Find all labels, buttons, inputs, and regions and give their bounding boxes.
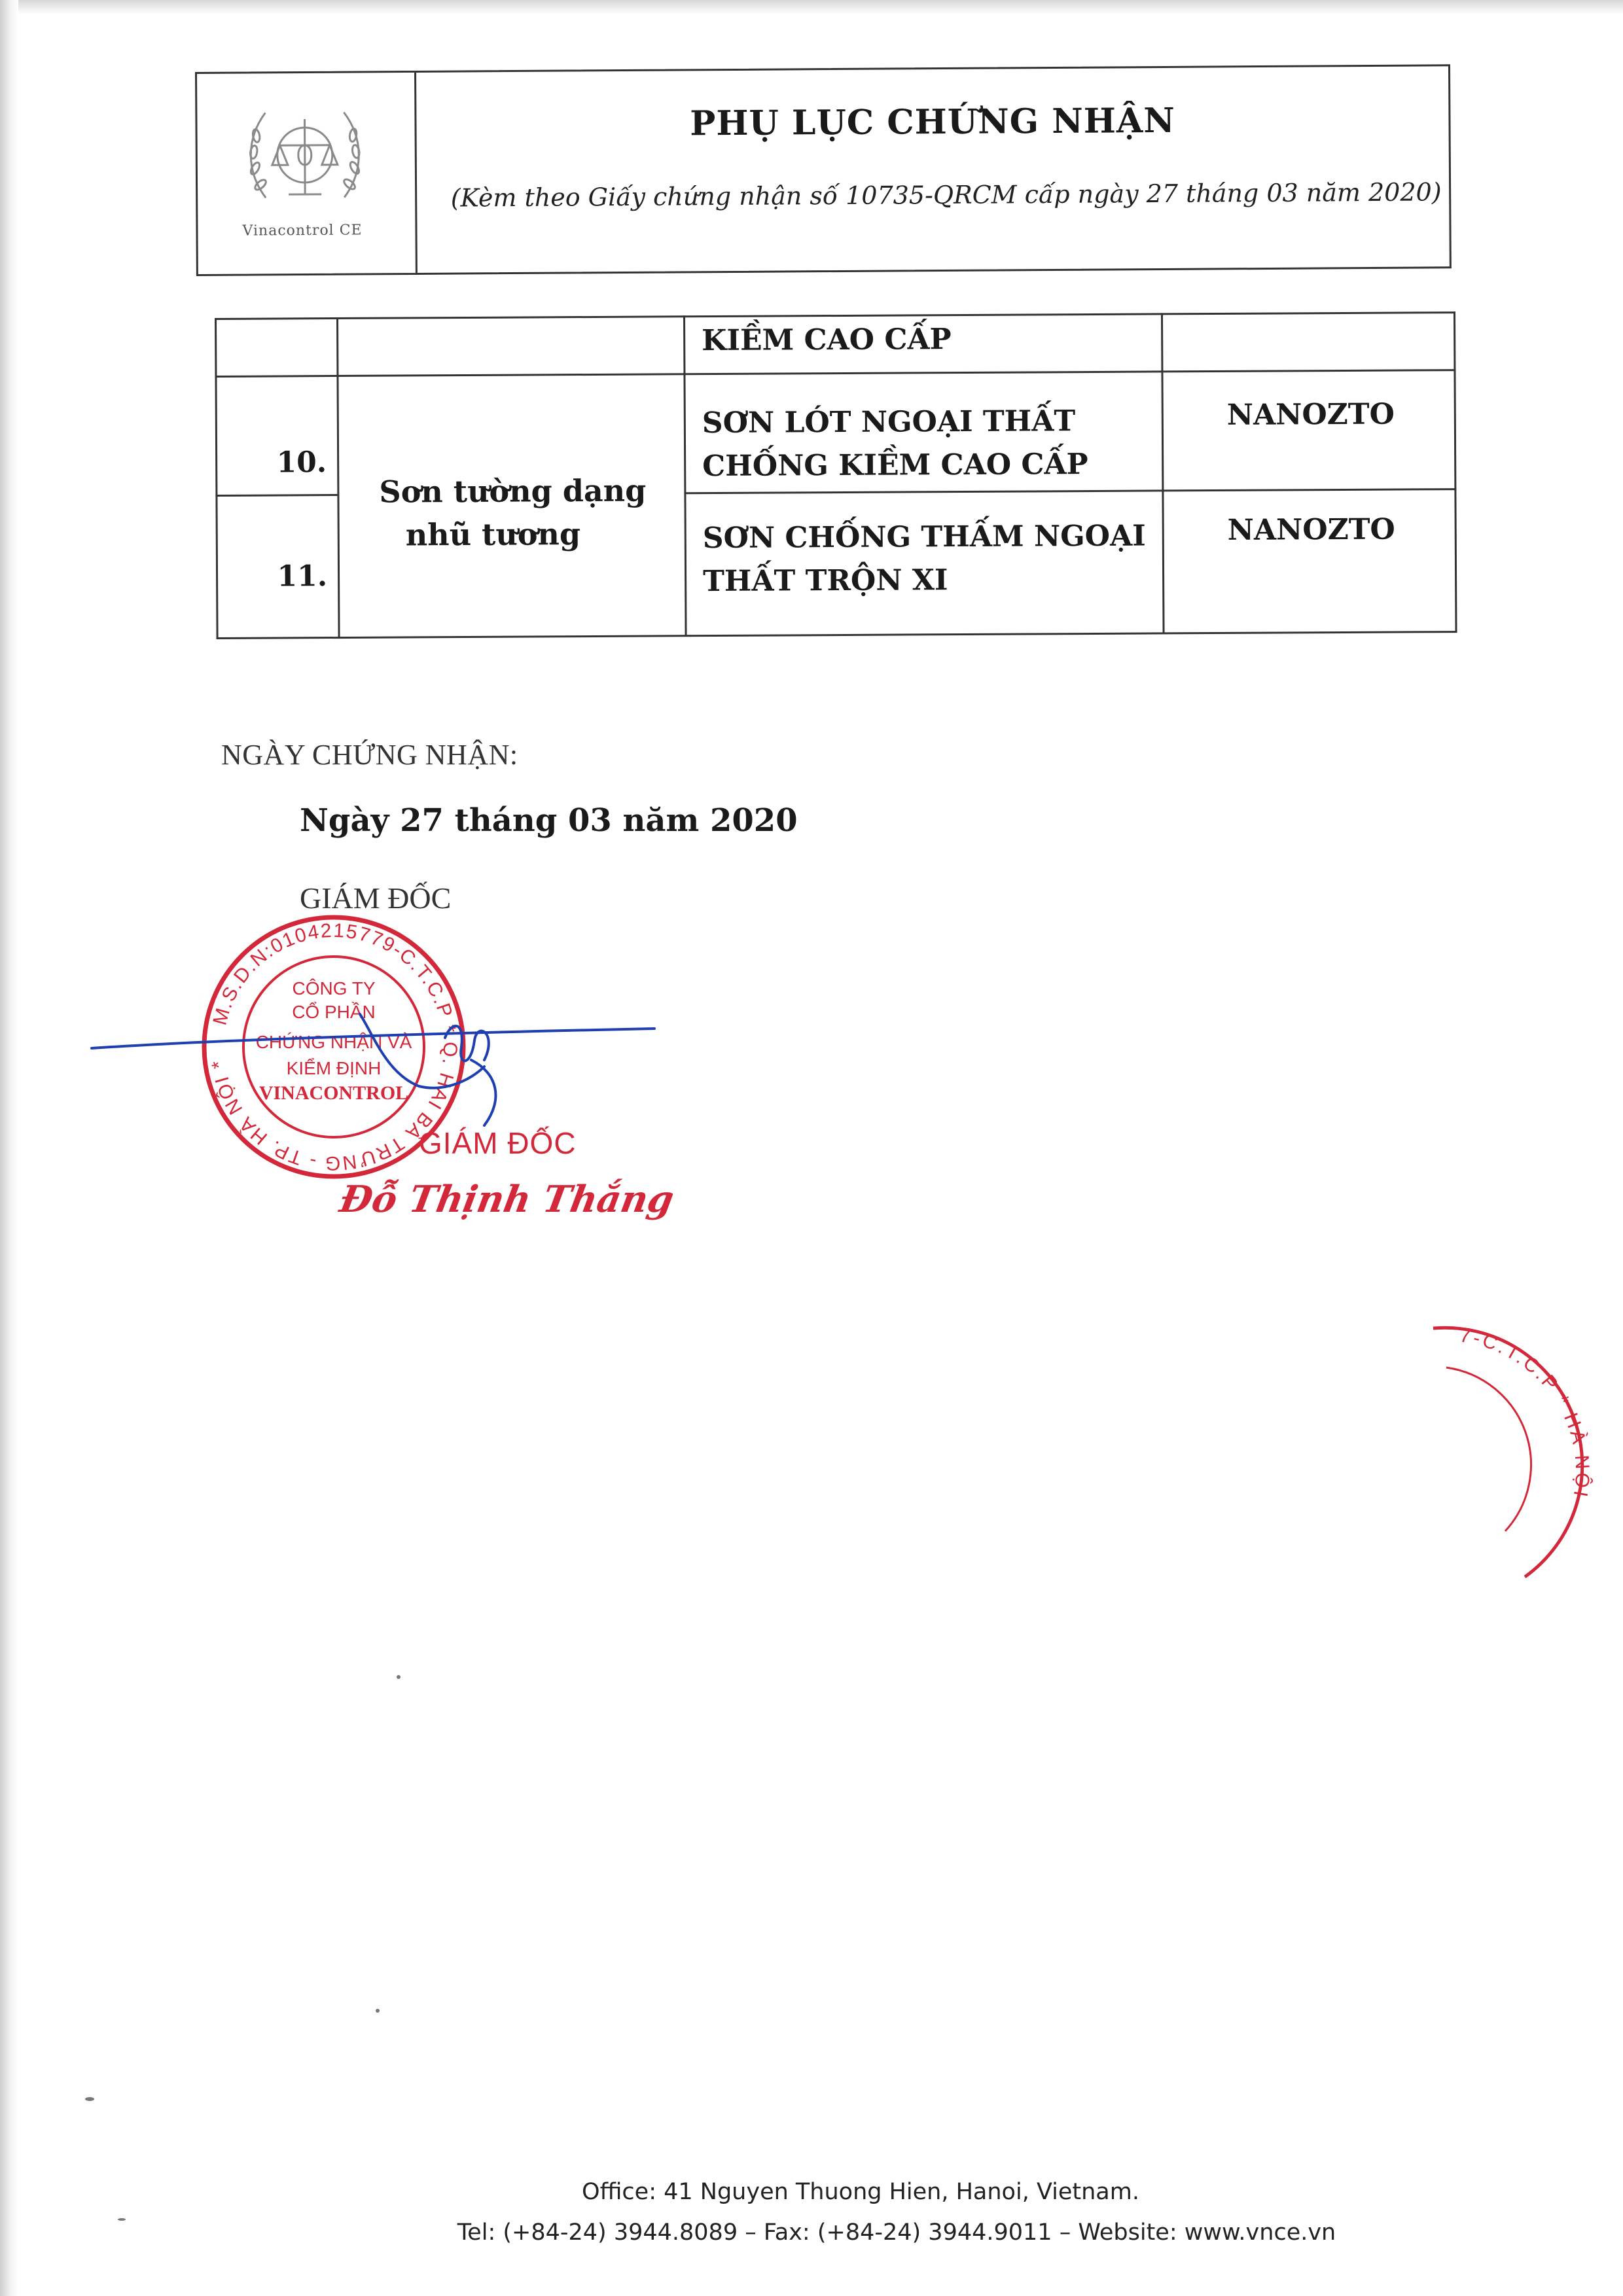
table-row-11-product-line2: THẤT TRỘN XI — [702, 563, 948, 599]
title-cell — [416, 66, 1450, 273]
certification-date-label: NGÀY CHỨNG NHẬN: — [221, 739, 518, 771]
document-title: PHỤ LỤC CHỨNG NHẬN — [690, 100, 1175, 144]
director-label: GIÁM ĐỐC — [300, 881, 452, 915]
edge-stamp — [1407, 1315, 1603, 1590]
table-row-10-product-line2: CHỐNG KIỀM CAO CẤP — [702, 448, 1088, 484]
product-table — [215, 311, 1457, 639]
scan-speck — [376, 2009, 380, 2013]
header-box — [195, 64, 1452, 276]
scan-speck — [397, 1675, 401, 1679]
edge-stamp-text: 7-C.T.C.P * HÀ NỘI — [1457, 1324, 1594, 1501]
table-row-11-product-line1: SƠN CHỐNG THẤM NGOẠI — [702, 519, 1146, 556]
table-continued-cell: KIỀM CAO CẤP — [702, 323, 952, 358]
scan-edge-top — [0, 0, 1623, 14]
table-row-10-product-line1: SƠN LÓT NGOẠI THẤT — [702, 404, 1076, 440]
logo-text: Vinacontrol CE — [242, 222, 363, 239]
scan-speck — [85, 2097, 94, 2101]
signer-name: Đỗ Thịnh Thắng — [336, 1178, 677, 1221]
table-group-label-line1: Sơn tường dạng — [379, 472, 647, 510]
table-group-label-line2: nhũ tương — [405, 516, 581, 553]
stamp-line3: CHỨNG NHẬN VÀ — [255, 1032, 412, 1052]
document-subtitle: (Kèm theo Giấy chứng nhận số 10735-QRCM cấp ngày 27 tháng 03 năm 2020) — [450, 177, 1442, 213]
vinacontrol-logo-icon — [239, 99, 370, 217]
signer-title: GIÁM ĐỐC — [419, 1126, 577, 1160]
certification-date-value: Ngày 27 tháng 03 năm 2020 — [300, 802, 798, 839]
stamp-line1: CÔNG TY — [292, 978, 376, 998]
logo-cell — [197, 73, 418, 274]
table-row-11-brand: NANOZTO — [1227, 512, 1395, 547]
footer-office-address: Office: 41 Nguyen Thuong Hien, Hanoi, Vietnam. — [582, 2179, 1139, 2205]
stamp-ring-text: M.S.D.N:0104215779-C.T.C.P * Q. HAI BÀ TRƯNG - TP. HÀ NỘI * — [207, 919, 461, 1174]
table-row-11-number: 11. — [277, 559, 328, 593]
signature-stroke — [79, 995, 668, 1165]
stamp-line4: KIỂM ĐỊNH — [286, 1058, 382, 1078]
stamp-line2: CỔ PHẦN — [292, 1002, 376, 1022]
stamp-line5: VINACONTROL — [259, 1082, 409, 1104]
footer-contact-info: Tel: (+84-24) 3944.8089 – Fax: (+84-24) 3944.9011 – Website: www.vnce.vn — [457, 2219, 1336, 2246]
scan-edge-left — [0, 0, 18, 2296]
table-row-10-number: 10. — [276, 446, 327, 480]
table-row-10-brand: NANOZTO — [1226, 397, 1395, 432]
